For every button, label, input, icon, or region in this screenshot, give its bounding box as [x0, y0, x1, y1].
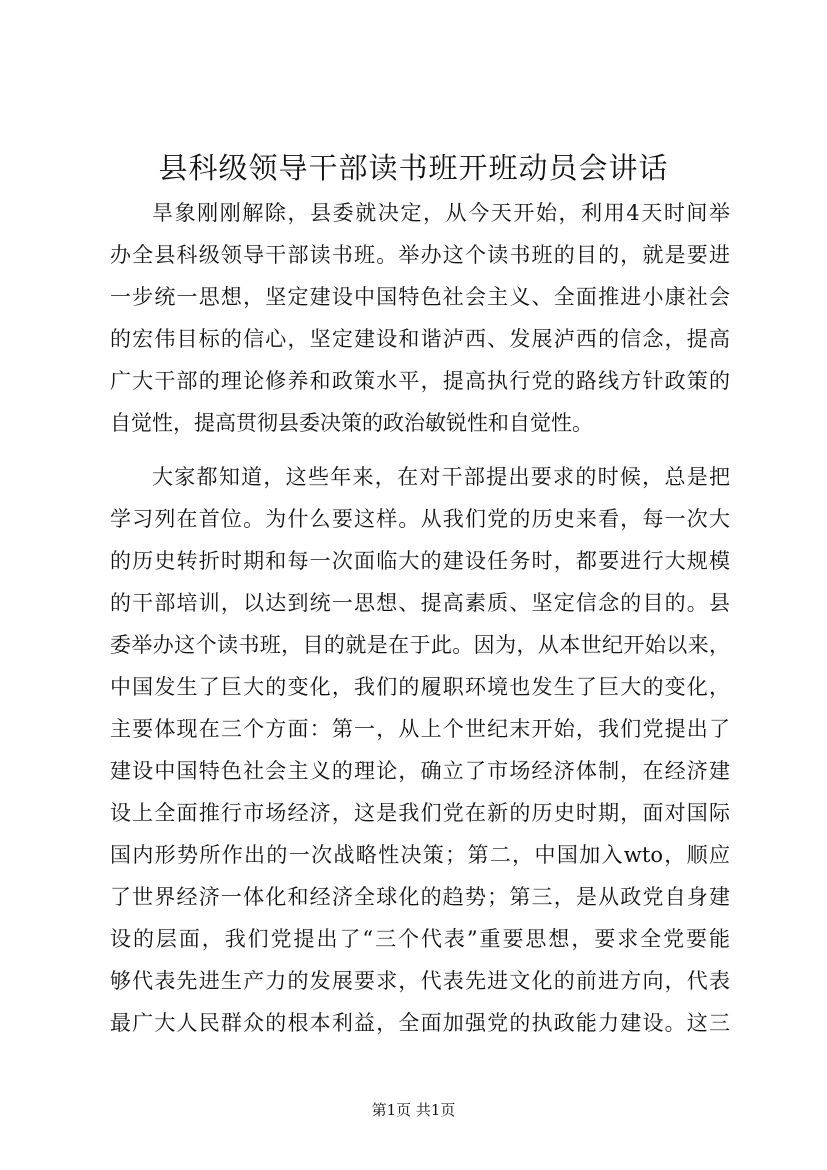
paragraph-line: 建设中国特色社会主义的理论，确立了市场经济体制，在经济建	[110, 759, 730, 783]
document-title: 县科级领导干部读书班开班动员会讲话	[158, 151, 669, 185]
paragraph-line: 的宏伟目标的信心，坚定建设和谐泸西、发展泸西的信念，提高	[110, 327, 730, 351]
paragraph-gap	[110, 444, 730, 456]
paragraph-line: 的历史转折时期和每一次面临大的建设任务时，都要进行大规模	[110, 549, 730, 573]
paragraph-line: 广大干部的理论修养和政策水平，提高执行党的路线方针政策的	[110, 369, 730, 393]
paragraph-line: 的干部培训，以达到统一思想、提高素质、坚定信念的目的。县	[110, 591, 730, 615]
paragraph-line: 一步统一思想，坚定建设中国特色社会主义、全面推进小康社会	[110, 285, 730, 309]
paragraph-line: 够代表先进生产力的发展要求，代表先进文化的前进方向，代表	[110, 969, 730, 993]
paragraph-line: 设的层面，我们党提出了“三个代表”重要思想，要求全党要能	[110, 927, 730, 951]
paragraph-line: 旱象刚刚解除，县委就决定，从今天开始，利用4天时间举	[152, 201, 730, 225]
paragraph-line: 委举办这个读书班，目的就是在于此。因为，从本世纪开始以来，	[110, 633, 730, 657]
paragraph-line: 设上全面推行市场经济，这是我们党在新的历史时期，面对国际	[110, 801, 730, 825]
paragraph-line: 中国发生了巨大的变化，我们的履职环境也发生了巨大的变化，	[110, 675, 730, 699]
paragraph-line: 办全县科级领导干部读书班。举办这个读书班的目的，就是要进	[110, 243, 730, 267]
paragraph-line: 大家都知道，这些年来，在对干部提出要求的时候，总是把	[152, 465, 730, 489]
paragraph-line: 主要体现在三个方面：第一，从上个世纪末开始，我们党提出了	[110, 717, 730, 741]
paragraph-line: 学习列在首位。为什么要这样。从我们党的历史来看，每一次大	[110, 507, 730, 531]
page-footer: 第1页 共1页	[371, 1101, 456, 1119]
paragraph-line: 最广大人民群众的根本利益，全面加强党的执政能力建设。这三	[110, 1011, 730, 1035]
paragraph-line: 了世界经济一体化和经济全球化的趋势；第三，是从政党自身建	[110, 885, 730, 909]
paragraph-line: 自觉性，提高贯彻县委决策的政治敏锐性和自觉性。	[110, 411, 593, 435]
paragraph-line: 国内形势所作出的一次战略性决策；第二，中国加入wto，顺应	[110, 843, 730, 867]
document-body	[110, 192, 730, 1044]
